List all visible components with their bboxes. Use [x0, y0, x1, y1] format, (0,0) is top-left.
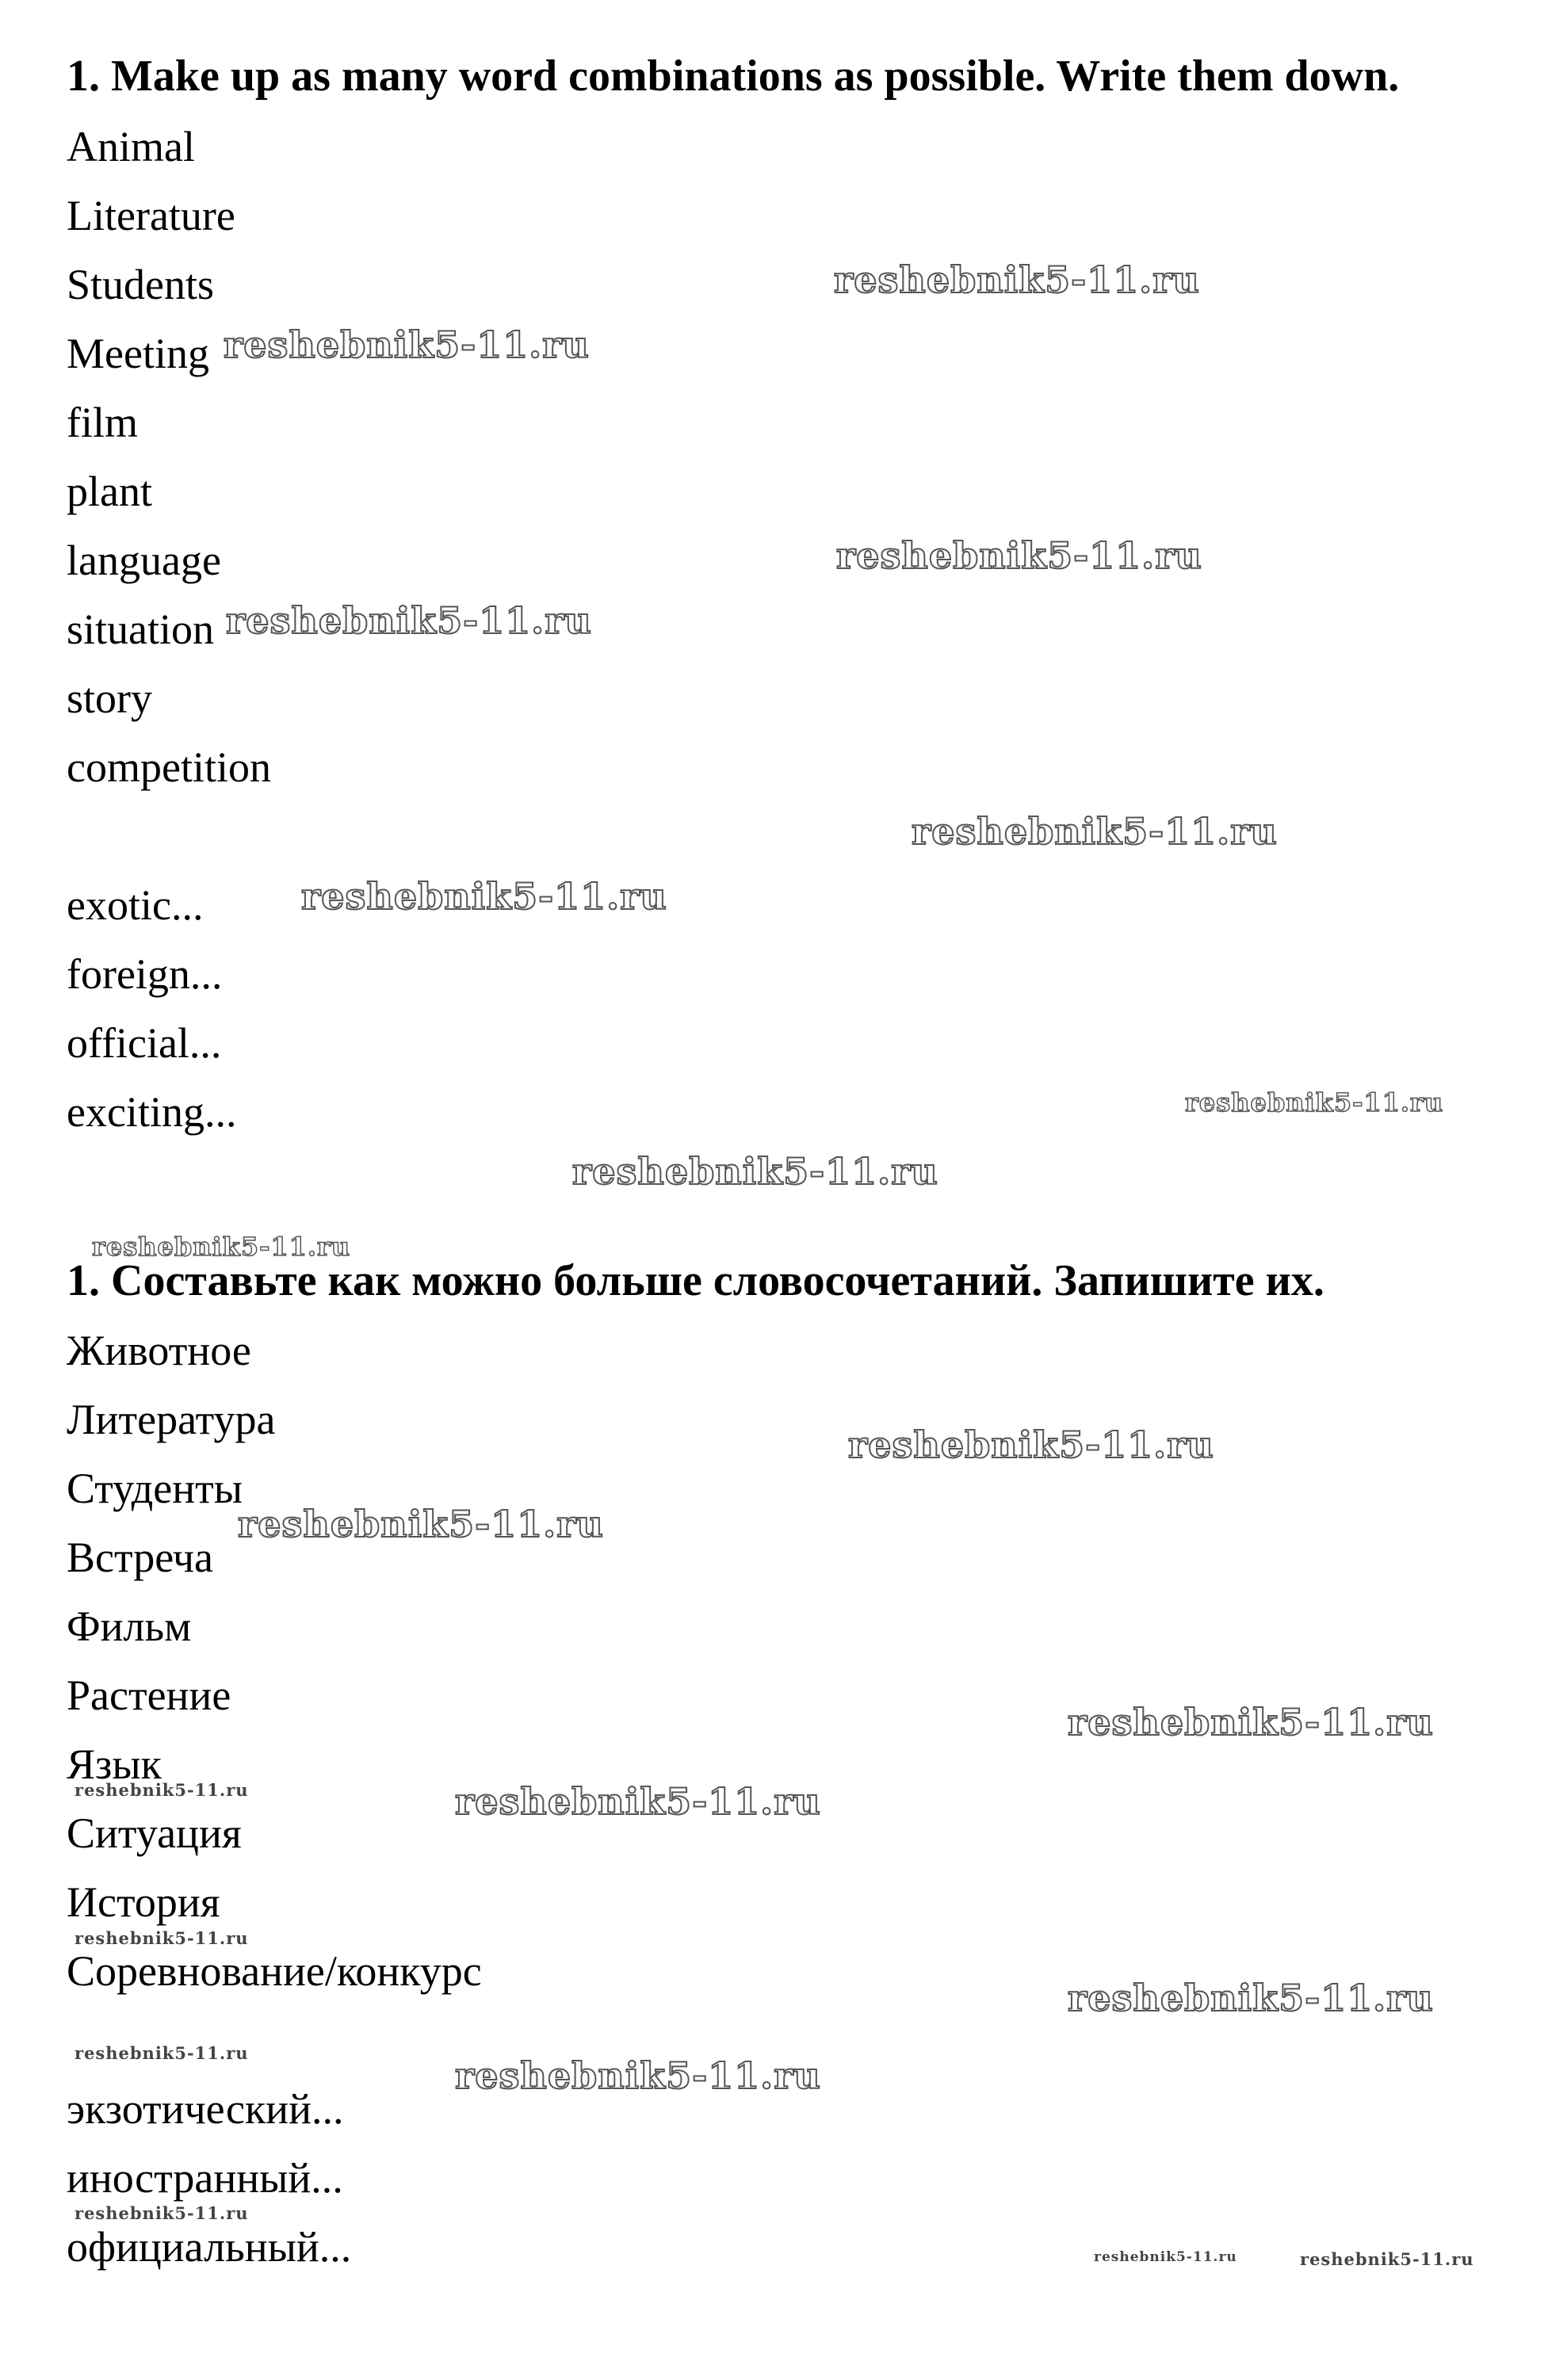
watermark: reshebnik5-11.ru: [848, 1423, 1214, 1466]
word-literatura: Литература: [67, 1396, 276, 1443]
word-vstrecha: Встреча: [67, 1534, 213, 1581]
word-film: film: [67, 399, 138, 446]
watermark: reshebnik5-11.ru: [1094, 2249, 1237, 2265]
word-inostranny: иностранный...: [67, 2154, 343, 2202]
word-ofitsialny: официальный...: [67, 2223, 352, 2271]
watermark: reshebnik5-11.ru: [834, 258, 1200, 301]
word-studenty: Студенты: [67, 1465, 243, 1512]
watermark: reshebnik5-11.ru: [836, 534, 1202, 577]
watermark: reshebnik5-11.ru: [224, 323, 590, 366]
word-competition: competition: [67, 743, 271, 791]
word-language: language: [67, 537, 221, 584]
watermark: reshebnik5-11.ru: [455, 2054, 821, 2097]
watermark: reshebnik5-11.ru: [1068, 1701, 1434, 1744]
word-foreign: foreign...: [67, 950, 223, 998]
watermark: reshebnik5-11.ru: [75, 1780, 249, 1800]
word-story: story: [67, 674, 152, 722]
word-situatsiya: Ситуация: [67, 1809, 242, 1857]
watermark: reshebnik5-11.ru: [75, 1928, 249, 1948]
exercise-heading-ru: 1. Составьте как можно больше словосочетаний. Запишите их.: [67, 1256, 1324, 1305]
word-ekzoticheskiy: экзотический...: [67, 2085, 344, 2133]
word-exotic: exotic...: [67, 881, 204, 929]
word-literature: Literature: [67, 192, 235, 239]
word-official: official...: [67, 1019, 222, 1067]
word-exciting: exciting...: [67, 1088, 237, 1136]
word-film-ru: Фильм: [67, 1603, 192, 1650]
watermark: reshebnik5-11.ru: [75, 2043, 249, 2063]
word-rastenie: Растение: [67, 1671, 231, 1719]
word-sorevnovanie: Соревнование/конкурс: [67, 1947, 482, 1995]
word-animal: Animal: [67, 123, 195, 170]
watermark: reshebnik5-11.ru: [238, 1503, 604, 1545]
watermark: reshebnik5-11.ru: [455, 1780, 821, 1823]
watermark: reshebnik5-11.ru: [301, 875, 667, 918]
word-meeting: Meeting: [67, 330, 209, 377]
word-istoriya: История: [67, 1878, 220, 1926]
word-situation: situation: [67, 606, 214, 653]
watermark: reshebnik5-11.ru: [226, 599, 592, 642]
word-students: Students: [67, 261, 215, 308]
watermark: reshebnik5-11.ru: [75, 2203, 249, 2223]
watermark: reshebnik5-11.ru: [92, 1232, 351, 1262]
word-plant: plant: [67, 468, 152, 515]
watermark: reshebnik5-11.ru: [572, 1150, 938, 1193]
watermark: reshebnik5-11.ru: [912, 810, 1278, 853]
exercise-heading-en: 1. Make up as many word combinations as possible. Write them down.: [67, 52, 1400, 101]
watermark: reshebnik5-11.ru: [1300, 2249, 1474, 2269]
watermark: reshebnik5-11.ru: [1068, 1977, 1434, 2019]
word-zhivotnoe: Животное: [67, 1327, 251, 1374]
word-yazyk: Язык: [67, 1740, 162, 1788]
watermark: reshebnik5-11.ru: [1185, 1087, 1444, 1117]
